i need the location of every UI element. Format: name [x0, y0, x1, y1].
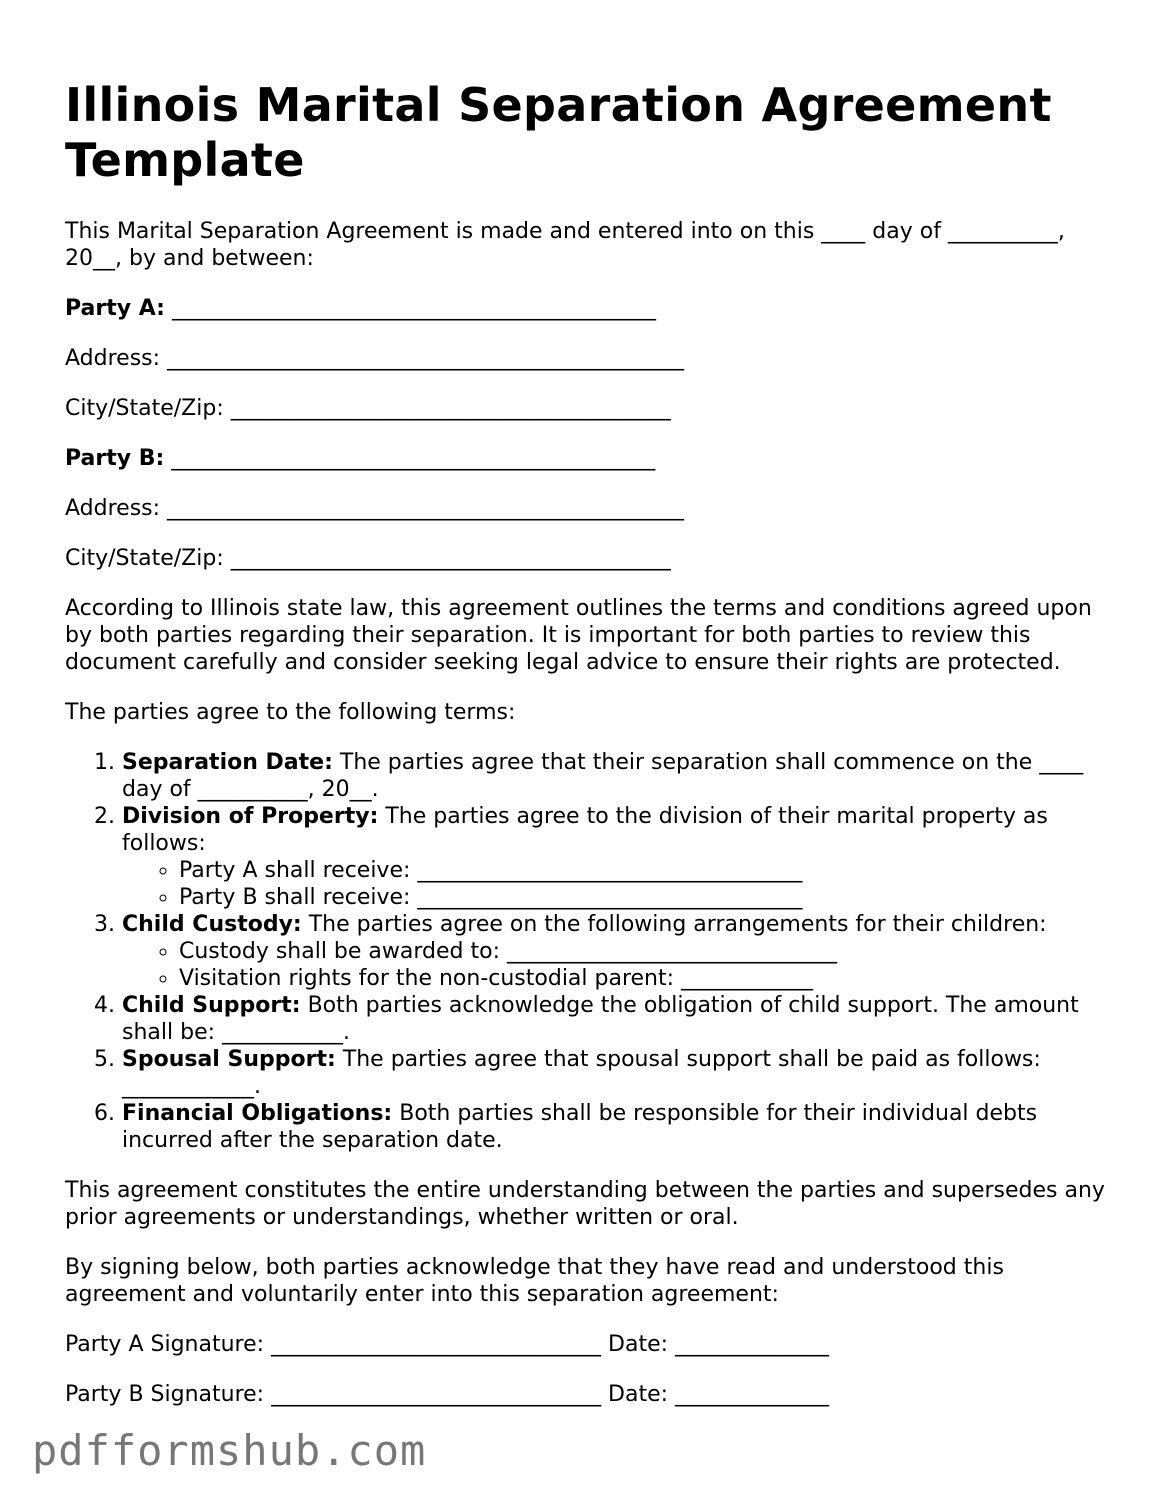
terms-intro: The parties agree to the following terms:	[65, 700, 516, 725]
law-paragraph: According to Illinois state law, this agreement outlines the terms and conditions agreed upon by both parties regarding their separation. It is important for both parties to review this document carefully and consider seeking legal advice to ensure their rights are protected.	[65, 596, 1092, 675]
party-a-name-blank: ____________________________________________	[164, 296, 656, 321]
term-heading: Child Support:	[122, 993, 301, 1018]
party-a-label: Party A:	[65, 296, 165, 321]
term-text: The parties agree that their separation shall commence on the ____ day of __________, 20__.	[122, 750, 1084, 802]
term-text: Both parties acknowledge the obligation of child support. The amount shall be: ___________.	[122, 993, 1079, 1045]
watermark: pdfformshub.com	[32, 1426, 427, 1475]
party-b-address-field[interactable]: Address: _______________________________________________	[65, 496, 685, 521]
term-heading: Spousal Support:	[122, 1047, 336, 1072]
term-text: The parties agree on the following arrangements for their children:	[301, 912, 1047, 937]
intro-paragraph: This Marital Separation Agreement is made and entered into on this ____ day of __________, 20__, by and between:	[65, 219, 1065, 271]
term-division-of-property	[122, 803, 1105, 911]
term-child-custody	[122, 911, 1105, 992]
term-separation-date	[122, 749, 1105, 803]
page-title: Illinois Marital Separation Agreement Template	[65, 78, 1052, 187]
party-b-name-field[interactable]	[65, 445, 1105, 472]
party-a-address-field[interactable]: Address: _______________________________________________	[65, 346, 685, 371]
custody-sublist	[122, 938, 1105, 992]
party-a-name-field[interactable]	[65, 295, 1105, 322]
document-page	[65, 78, 1105, 1431]
terms-list	[65, 749, 1105, 1154]
party-a-city-field[interactable]: City/State/Zip: ________________________________________	[65, 396, 671, 421]
term-child-support	[122, 992, 1105, 1046]
term-heading: Division of Property:	[122, 804, 379, 829]
term-text: The parties agree that spousal support shall be paid as follows: ____________.	[122, 1047, 1041, 1099]
term-heading: Child Custody:	[122, 912, 302, 937]
custody-awarded-field[interactable]: ◦ Custody shall be awarded to: ______________________________	[179, 938, 1105, 965]
visitation-rights-field[interactable]: ◦ Visitation rights for the non-custodial parent: ____________	[179, 965, 1105, 992]
term-spousal-support	[122, 1046, 1105, 1100]
term-text: The parties agree to the division of their marital property as follows:	[122, 804, 1048, 856]
entire-agreement-paragraph: This agreement constitutes the entire understanding between the parties and supersedes any prior agreements or understandings, whether written or oral.	[65, 1178, 1105, 1230]
party-b-name-blank: ____________________________________________	[164, 446, 656, 471]
party-b-receive-field[interactable]: ◦ Party B shall receive: ___________________________________	[179, 884, 1105, 911]
term-financial-obligations	[122, 1100, 1105, 1154]
party-b-label: Party B:	[65, 446, 165, 471]
party-b-city-field[interactable]: City/State/Zip: ________________________________________	[65, 546, 671, 571]
signing-paragraph: By signing below, both parties acknowledge that they have read and understood this agreement and voluntarily enter into this separation agreement:	[65, 1255, 1004, 1307]
party-a-receive-field[interactable]: ◦ Party A shall receive: ___________________________________	[179, 857, 1105, 884]
term-heading: Separation Date:	[122, 750, 333, 775]
property-sublist	[122, 857, 1105, 911]
party-b-signature-line[interactable]: Party B Signature: ______________________________ Date: ______________	[65, 1382, 830, 1407]
term-text: Both parties shall be responsible for their individual debts incurred after the separation date.	[122, 1101, 1038, 1153]
term-heading: Financial Obligations:	[122, 1101, 393, 1126]
party-a-signature-line[interactable]: Party A Signature: ______________________________ Date: ______________	[65, 1332, 830, 1357]
